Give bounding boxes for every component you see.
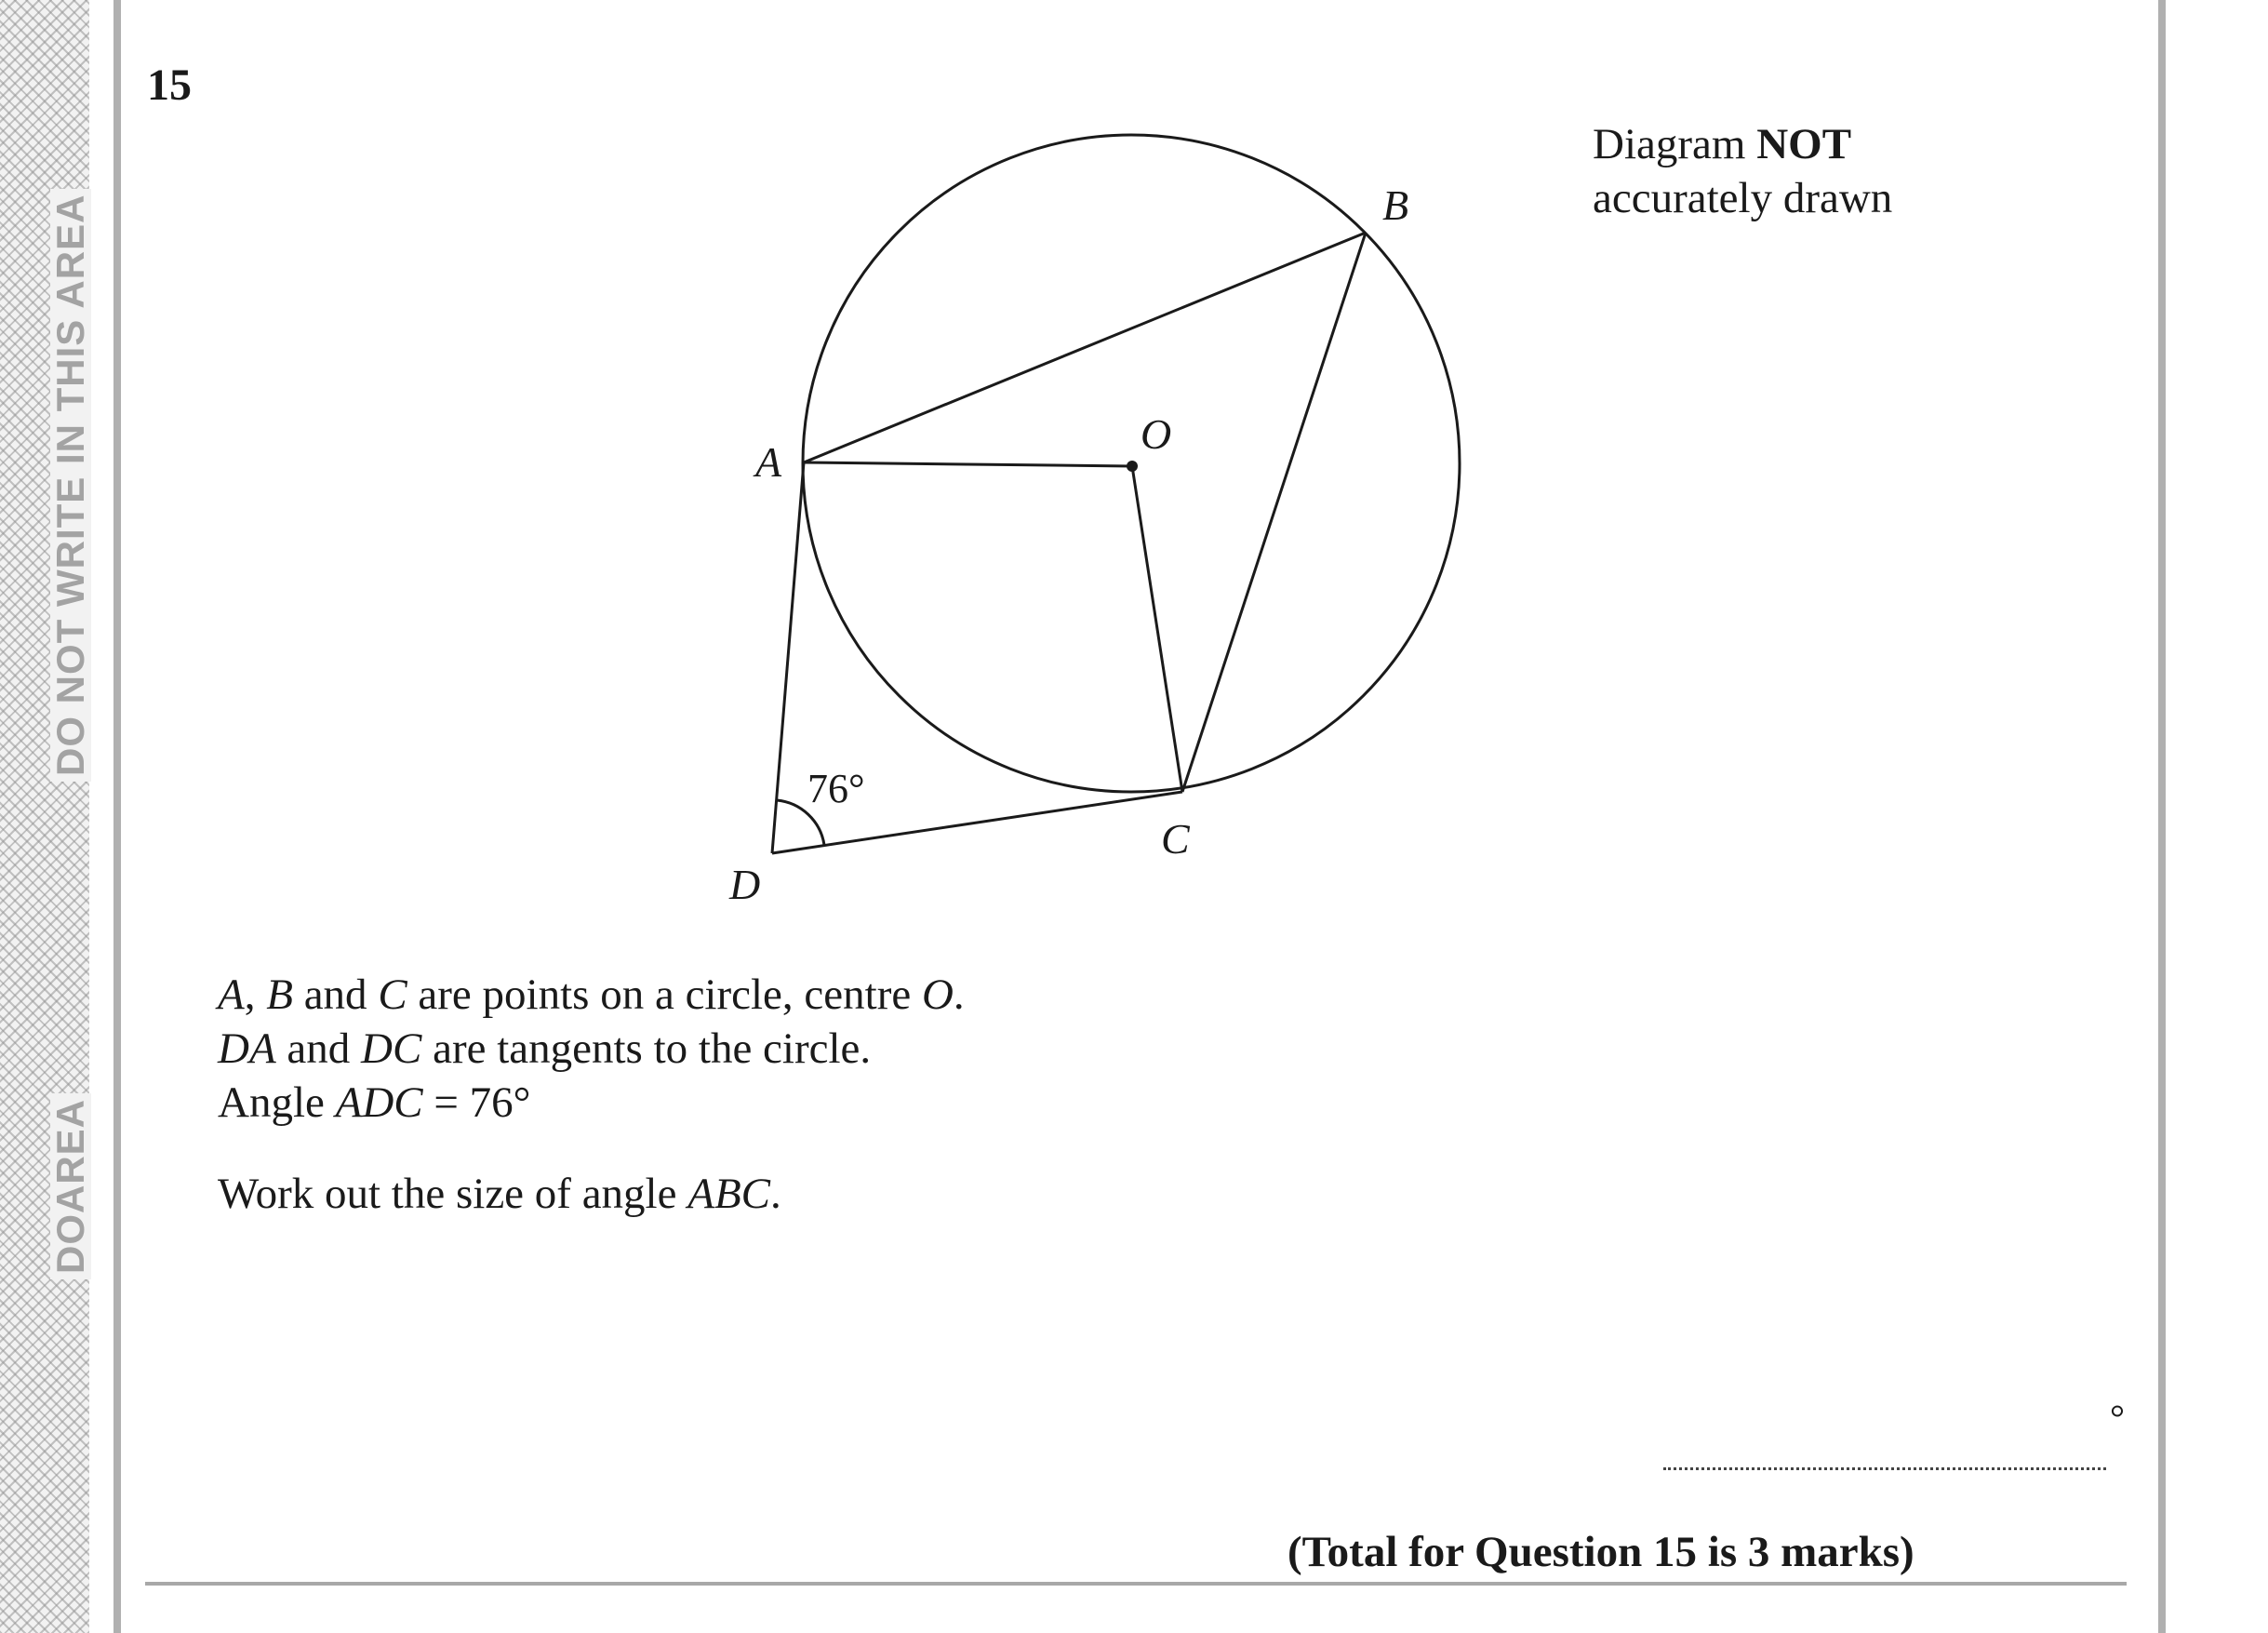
angle-label: 76° [807,766,865,811]
text-segment: are tangents to the circle. [421,1024,872,1073]
var-c: C [378,970,407,1019]
label-c: C [1161,815,1190,863]
statement-line-2 [218,1022,965,1076]
task-line [218,1167,965,1221]
text-segment: are points on a circle, centre [407,970,922,1019]
label-d: D [729,861,761,908]
total-marks: (Total for Question 15 is 3 marks) [1287,1528,1914,1576]
var-o: O [921,970,954,1019]
label-a: A [755,438,782,486]
text-segment: . [953,970,965,1019]
var-da: DA [218,1024,276,1073]
var-abc: ABC [687,1170,771,1218]
bottom-rule [145,1582,2127,1586]
var-adc: ADC [335,1078,423,1127]
text-segment: Work out the size of angle [218,1170,688,1218]
diagram-note-bold: NOT [1756,120,1852,168]
line-bc [1182,233,1366,792]
diagram-note-prefix: Diagram [1593,120,1757,168]
margin-warning-text: DO NOT WRITE IN THIS AREA [50,189,91,782]
text-segment: and [292,970,379,1019]
text-segment: . [770,1170,781,1218]
var-a: A [218,970,245,1019]
tangent-da [772,462,804,853]
line-ab [804,233,1366,462]
text-segment: = 76° [422,1078,531,1127]
question-text [218,968,965,1221]
margin-warning-text-partial: DOAREA [50,1093,91,1279]
text-segment: and [275,1024,362,1073]
var-b: B [266,970,293,1019]
answer-unit: ° [2110,1397,2125,1439]
answer-line[interactable] [1663,1467,2106,1470]
text-segment: Angle [218,1078,336,1127]
var-dc: DC [361,1024,422,1073]
statement-line-1 [218,968,965,1022]
label-b: B [1382,181,1409,229]
line-ao [804,462,1132,466]
line-oc [1132,466,1182,792]
label-o: O [1141,410,1172,458]
text-segment: , [244,970,267,1019]
question-number: 15 [147,60,192,110]
statement-line-3 [218,1076,965,1130]
centre-point [1127,461,1138,472]
diagram-note-line2: accurately drawn [1593,174,1893,222]
